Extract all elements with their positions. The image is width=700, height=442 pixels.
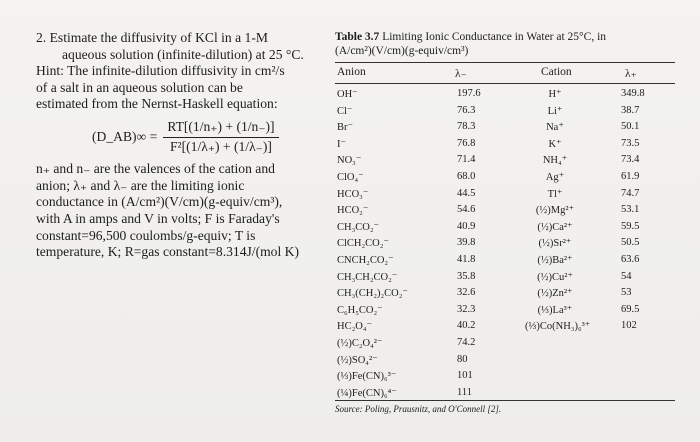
anion-name: ClO₄⁻ xyxy=(337,172,364,183)
anion-conductance: 74.2 xyxy=(457,337,476,348)
cation-conductance: 53.1 xyxy=(621,204,640,216)
problem-line: aqueous solution (infinite-dilution) at 25 °C. xyxy=(62,46,304,62)
anion-name: Cl⁻ xyxy=(337,105,353,117)
table-body xyxy=(335,84,675,400)
table-title: Limiting Ionic Conductance in Water at 25°C, in xyxy=(379,31,607,43)
anion-conductance: 101 xyxy=(457,370,473,382)
problem-line: temperature, K; R=gas constant=8.314J/(mol K) xyxy=(36,244,299,260)
cation-conductance: 74.7 xyxy=(621,187,640,199)
anion-name: OH⁻ xyxy=(337,89,358,100)
cation-conductance: 50.5 xyxy=(621,237,640,249)
cation-name: NH₄⁺ xyxy=(542,155,568,167)
anion-name: (½)C₂O₄²⁻ xyxy=(337,338,383,349)
header-anion: Anion xyxy=(337,66,366,78)
problem-line: 2. Estimate the diffusivity of KCl in a 1-M xyxy=(36,30,268,45)
cation-name: (½)Mg²⁺ xyxy=(535,205,575,217)
problem-line: Hint: The infinite-dilution diffusivity in cm²/s xyxy=(36,63,285,79)
cation-name: Li⁺ xyxy=(547,105,563,117)
anion-name: (½)SO₄²⁻ xyxy=(337,354,378,366)
anion-conductance: 41.8 xyxy=(457,254,476,265)
cation-name: Ag⁺ xyxy=(545,172,565,183)
anion-name: HCO₃⁻ xyxy=(337,188,369,200)
problem-line: estimated from the Nernst-Haskell equation: xyxy=(36,96,278,112)
anion-conductance: 40.2 xyxy=(457,320,476,332)
anion-conductance: 71.4 xyxy=(457,154,476,166)
anion-name: CH₃CO₂⁻ xyxy=(337,221,380,233)
cation-conductance: 59.5 xyxy=(621,220,640,232)
anion-conductance: 80 xyxy=(457,353,468,365)
anion-conductance: 40.9 xyxy=(457,220,476,232)
table-source: Source: Poling, Prausnitz, and O'Connell [2]. xyxy=(335,404,502,414)
anion-conductance: 197.6 xyxy=(457,88,481,99)
cation-name: (½)Ba²⁺ xyxy=(537,255,573,266)
cation-name: (½)Cu²⁺ xyxy=(537,271,573,283)
anion-conductance: 39.8 xyxy=(457,237,476,249)
problem-line: with A in amps and V in volts; F is Faraday's xyxy=(36,210,280,226)
problem-line: of a salt in an aqueous solution can be xyxy=(36,79,243,95)
table-header-row xyxy=(335,63,675,83)
cation-conductance: 69.5 xyxy=(621,303,640,315)
anion-conductance: 76.8 xyxy=(457,137,476,149)
table-number: Table 3.7 xyxy=(335,31,380,43)
table-rule-bottom xyxy=(335,400,675,401)
problem-line: conductance in (A/cm²)(V/cm)(g-equiv/cm³), xyxy=(36,194,283,210)
anion-name: Br⁻ xyxy=(337,122,354,134)
anion-conductance: 111 xyxy=(457,386,472,398)
equation-lhs: (D_AB)∞ = xyxy=(92,128,158,144)
equation-fraction xyxy=(163,119,278,155)
anion-name: HC₂O₄⁻ xyxy=(337,321,373,333)
cation-conductance: 53 xyxy=(621,287,632,299)
equation-numerator: RT[(1/n₊) + (1/n₋)] xyxy=(163,119,278,138)
anion-conductance: 68.0 xyxy=(457,171,476,182)
table-units: (A/cm²)(V/cm)(g-equiv/cm³) xyxy=(335,45,469,57)
cation-conductance: 50.1 xyxy=(621,121,640,133)
problem-line: anion; λ₊ and λ₋ are the limiting ionic xyxy=(36,177,245,193)
anion-name: I⁻ xyxy=(337,138,347,150)
cation-name: (½)Ca²⁺ xyxy=(537,221,573,233)
anion-name: ClCH₂CO₂⁻ xyxy=(337,238,389,250)
cation-conductance: 349.8 xyxy=(621,88,645,99)
anion-conductance: 54.6 xyxy=(457,204,476,216)
cation-conductance: 63.6 xyxy=(621,254,640,265)
cation-name: K⁺ xyxy=(548,138,562,150)
header-lambda-minus: λ₋ xyxy=(455,68,467,80)
cation-conductance: 61.9 xyxy=(621,171,640,182)
anion-conductance: 32.6 xyxy=(457,287,476,299)
anion-name: CH₃CH₂CO₂⁻ xyxy=(337,271,398,283)
anion-name: C₆H₅CO₂⁻ xyxy=(337,304,383,316)
cation-name: (⅓)La³⁺ xyxy=(537,304,573,316)
header-cation: Cation xyxy=(541,66,572,78)
header-lambda-plus: λ₊ xyxy=(625,68,637,80)
anion-conductance: 35.8 xyxy=(457,270,476,282)
anion-conductance: 44.5 xyxy=(457,187,476,199)
anion-conductance: 78.3 xyxy=(457,121,476,133)
cation-conductance: 73.5 xyxy=(621,137,640,149)
nernst-haskell-equation xyxy=(92,119,336,155)
equation-denominator: F²[(1/λ₊) + (1/λ₋)] xyxy=(169,138,272,154)
problem-line: constant=96,500 coulombs/g-equiv; T is xyxy=(36,227,256,243)
problem-statement xyxy=(36,30,336,261)
anion-name: (⅓)Fe(CN)₆³⁻ xyxy=(337,371,397,383)
anion-name: NO₃⁻ xyxy=(337,155,362,167)
anion-conductance: 76.3 xyxy=(457,104,476,116)
cation-conductance: 102 xyxy=(621,320,637,332)
cation-name: H⁺ xyxy=(548,89,562,100)
cation-conductance: 73.4 xyxy=(621,154,640,166)
anion-name: (¼)Fe(CN)₆⁴⁻ xyxy=(337,387,397,399)
table-caption xyxy=(335,30,675,58)
conductance-table xyxy=(335,30,675,414)
anion-name: CH₃(CH₂)₂CO₂⁻ xyxy=(337,288,408,300)
cation-name: Na⁺ xyxy=(546,122,564,134)
anion-conductance: 32.3 xyxy=(457,303,476,315)
problem-line: n₊ and n₋ are the valences of the cation and xyxy=(36,161,275,177)
cation-name: (⅓)Co(NH₃)₆³⁺ xyxy=(525,321,591,333)
cation-conductance: 54 xyxy=(621,270,632,282)
cation-name: (½)Zn²⁺ xyxy=(537,288,573,300)
cation-name: Tl⁺ xyxy=(547,188,563,200)
anion-name: HCO₂⁻ xyxy=(337,205,369,217)
cation-conductance: 38.7 xyxy=(621,104,640,116)
anion-name: CNCH₂CO₂⁻ xyxy=(337,255,394,266)
cation-name: (½)Sr²⁺ xyxy=(538,238,572,250)
